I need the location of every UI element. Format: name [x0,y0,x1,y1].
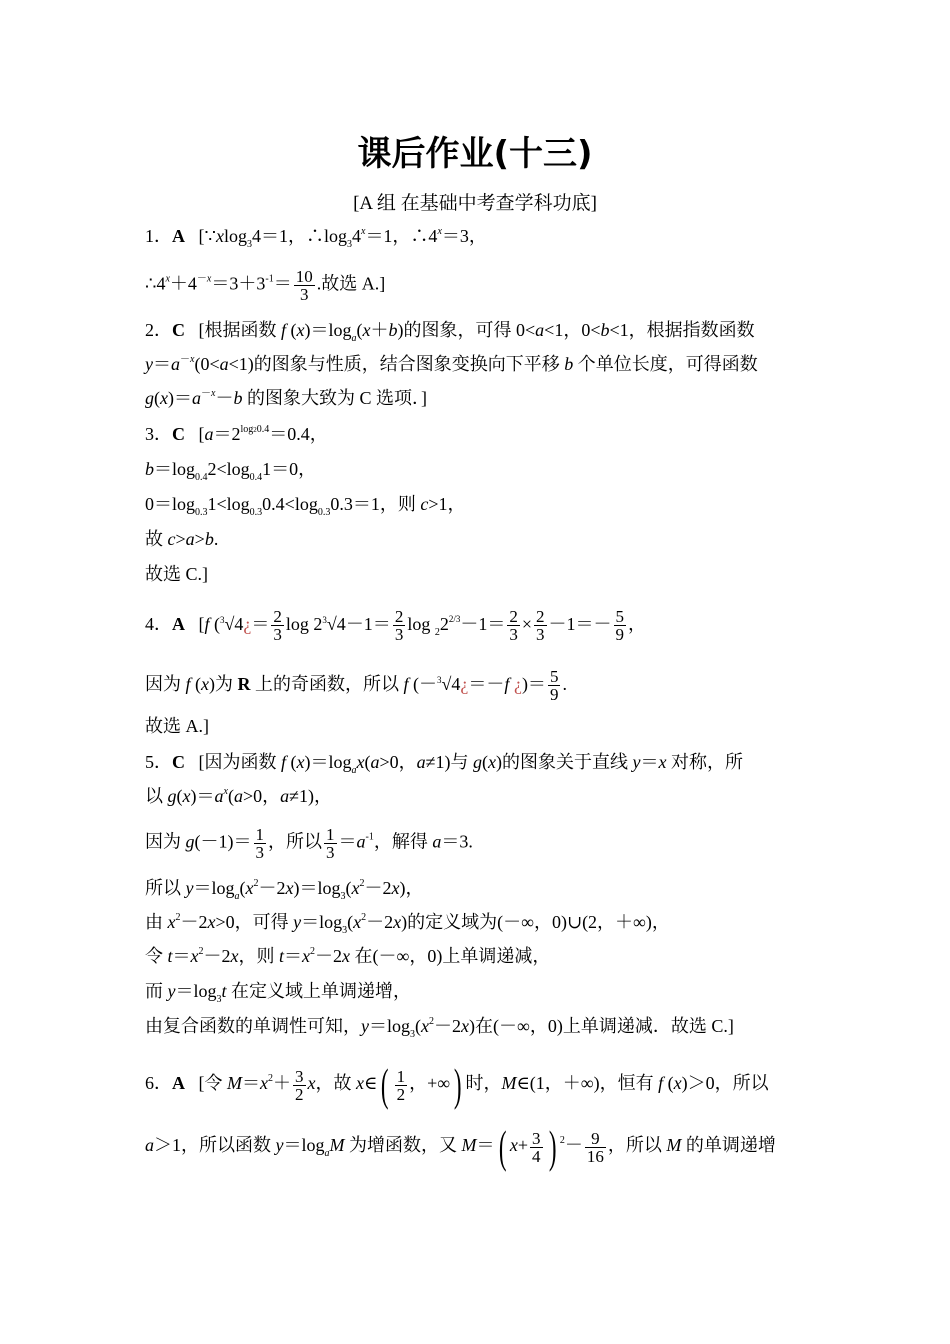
q3-number: 3． [145,424,172,444]
q3-line-3: $0=\log_{0.3}1<\log_{0.3}0.4<\log_{0.3}0.3=1$，则 c>1， [145,494,466,518]
q5-answer: C [172,752,185,772]
q6-line-1: 6．A [令 $M=x^2+$ $\frac{3}{2}$ x，故 x∈( $\frac{1}{2}$ ，+∞) 时，M∈(1，＋∞)，恒有 f (x)＞0，所以 [145,1059,769,1110]
q2-line-1: 2．C [根据函数 f $(x)=\log_a(x+b)$的图象，可得 0<a<1，0<b<1，根据指数函数 [145,320,755,344]
page-title: 课后作业(十三) [357,134,593,174]
q5-number: 5． [145,752,172,772]
q3-answer: C [172,424,185,444]
q6-answer: A [172,1073,185,1094]
q1-line-2: $\therefore 4^x+4^{-x}=3+3^{-1}=$ $\frac{10}{3}$ .故选 A.] [145,267,386,304]
q5-line-5: 由 $x^2-2x>0$，可得 $y=\log_3(x^2-2x)$的定义域为(－∞，0)∪(2，＋∞)， [145,912,670,936]
q3-line-2: $b=\log_{0.4}2<\log_{0.4}1=0$， [145,459,317,483]
q5-line-1: 5．C [因为函数 f $(x)=\log_ax(a>0$，a≠1)与 g(x)的图象关于直线 y＝x 对称，所 [145,752,744,776]
q3-line-4: 故 c>a>b. [145,529,219,549]
q2-line-2: $y=a^{-x}(0<a<1)$的图象与性质，结合图象变换向下平移 b 个单位长度，可得函数 [145,354,758,374]
q3-line-1: 3．C [$a=2^{log20.4}=0.4$， [145,424,328,444]
section-subtitle: [A 组 在基础中考查学科功底] [353,193,597,214]
q4-line-3: 故选 A.] [145,716,209,736]
q6-line-2: a＞1，所以函数 $y=\log_aM$ 为增函数，又 M＝( x+ $\frac{3}{4}$ ) $^2$－ $\frac{9}{16}$ ，所以 M 的单调递增 [145,1121,776,1172]
q4-line-1: 4．A [f ($^3$√4¿＝ $\frac{2}{3}$ $\log 2^3√4-1=$ $\frac{2}{3}$ $\log _22^{2/3}-1=$ $\frac{2}{3}$ × $\frac{2}{3}$ －1＝－ $\frac{5}{9}$ ， [145,607,646,645]
q4-line-2: 因为 f (x)为 R 上的奇函数，所以 f (－$^3$√4¿＝－f ¿)＝ $\frac{5}{9}$ . [145,667,567,705]
q4-number: 4． [145,614,172,634]
q1-line-1: 1．A [∵xlog$_3$4＝1，$\therefore\log_34^x=1$，$\therefore 4^x=3$， [145,226,487,250]
q5-line-6: 令 $t=x^2-2x$，则 $t=x^2-2x$ 在(－∞，0)上单调递减， [145,946,551,966]
q5-line-2: 以 $g(x)=a^x(a>0$，a≠1)， [145,786,332,806]
q5-line-4: 所以 $y=\log_a(x^2-2x)=\log_3(x^2-2x)$， [145,878,424,902]
q6-number: 6． [145,1073,172,1094]
q5-line-8: 由复合函数的单调性可知，$y=\log_3(x^2-2x)$在(－∞，0)上单调递减．故选 C.] [145,1016,734,1040]
q5-line-7: 而 $y=\log_3t$ 在定义域上单调递增， [145,981,412,1005]
q5-line-3: 因为 g(－1)＝ $\frac{1}{3}$ ，所以 $\frac{1}{3}$ $=a^{-1}$，解得 a＝3. [145,825,473,862]
q2-number: 2． [145,320,172,340]
q3-line-5: 故选 C.] [145,564,208,584]
q1-answer: A [172,226,185,246]
q2-answer: C [172,320,185,340]
q4-answer: A [172,614,185,634]
q2-line-3: $g(x)=a^{-x}-b$ 的图象大致为 C 选项．] [145,388,427,408]
q1-number: 1． [145,226,172,246]
